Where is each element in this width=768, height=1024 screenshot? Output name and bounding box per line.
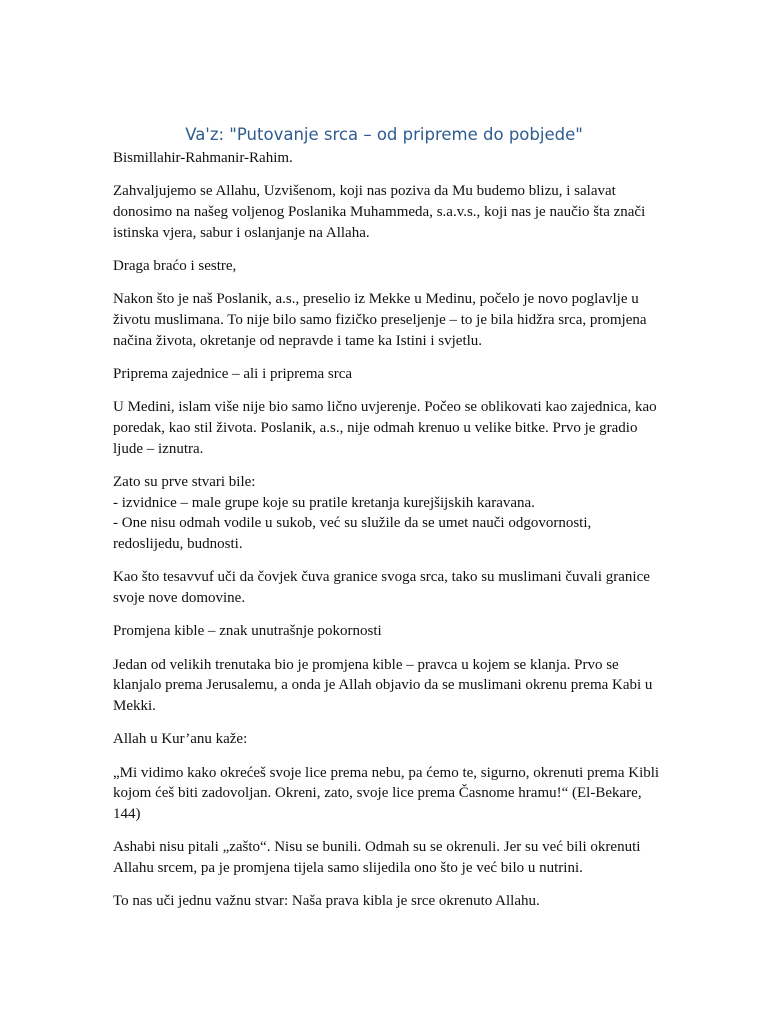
paragraph-greeting: Draga braćo i sestre, [113, 258, 237, 274]
paragraph-medina: U Medini, islam više nije bio samo lično uvjerenje. Počeo se oblikovati kao zajednica, kao poredak, kao stil života. Poslanik, a.s., nije odmah krenuo u velike bitke. Prvo je gradio ljude – iznutra. [113, 399, 657, 457]
paragraph-opening: Bismillahir-Rahmanir-Rahim. [113, 150, 293, 166]
paragraph-quran-intro: Allah u Kur’anu kaže: [113, 731, 248, 748]
document-body [113, 148, 661, 925]
paragraph-hijra: Nakon što je naš Poslanik, a.s., preselio iz Mekke u Medinu, počelo je novo poglavlje u životu muslimana. To nije bilo samo fizičko preseljenje – to je bila hidžra srca, promjena načina života, okretanje od nepravde i tame ka Istini i svjetlu. [113, 291, 647, 349]
paragraph-first-things: Zato su prve stvari bile: - izvidnice – male grupe koje su pratile kretanja kurejšijskih karavana. - One nisu odmah vodile u sukob, već su služile da se umet nauči odgovornosti, redoslijedu, budnosti. [113, 474, 592, 553]
paragraph-praise: Zahvaljujemo se Allahu, Uzvišenom, koji nas poziva da Mu budemo blizu, i salavat donosimo na našeg voljenog Poslanika Muhammeda, s.a.v.s., koji nas je naučio šta znači istinska vjera, sabur i oslanjanje na Allaha. [113, 183, 646, 241]
paragraph-ashabi: Ashabi nisu pitali „zašto“. Nisu se bunili. Odmah su se okrenuli. Jer su već bili okrenuti Allahu srcem, pa je promjena tijela samo slijedila ono što je već bilo u nutrini. [113, 839, 641, 877]
paragraph-quote: „Mi vidimo kako okrećeš svoje lice prema nebu, pa ćemo te, sigurno, okrenuti prema Kibli kojom ćeš biti zadovoljan. Okreni, zato, svoje lice prema Časnome hramu!“ (El-Bekare, 144) [113, 764, 660, 823]
section-heading-preparation: Priprema zajednice – ali i priprema srca [113, 366, 353, 382]
paragraph-lesson: To nas uči jednu važnu stvar: Naša prava kibla je srce okrenuto Allahu. [113, 893, 540, 910]
section-heading-qibla: Promjena kible – znak unutrašnje pokornosti [113, 623, 382, 640]
document-title: Va'z: "Putovanje srca – od pripreme do pobjede" [185, 125, 583, 144]
paragraph-qibla-change: Jedan od velikih trenutaka bio je promjena kible – pravca u kojem se klanja. Prvo se klanjalo prema Jerusalemu, a onda je Allah objavio da se muslimani okrenu prema Kabi u Mekki. [113, 656, 653, 715]
paragraph-tesavvuf: Kao što tesavvuf uči da čovjek čuva granice svoga srca, tako su muslimani čuvali granice svoje nove domovine. [113, 569, 650, 607]
